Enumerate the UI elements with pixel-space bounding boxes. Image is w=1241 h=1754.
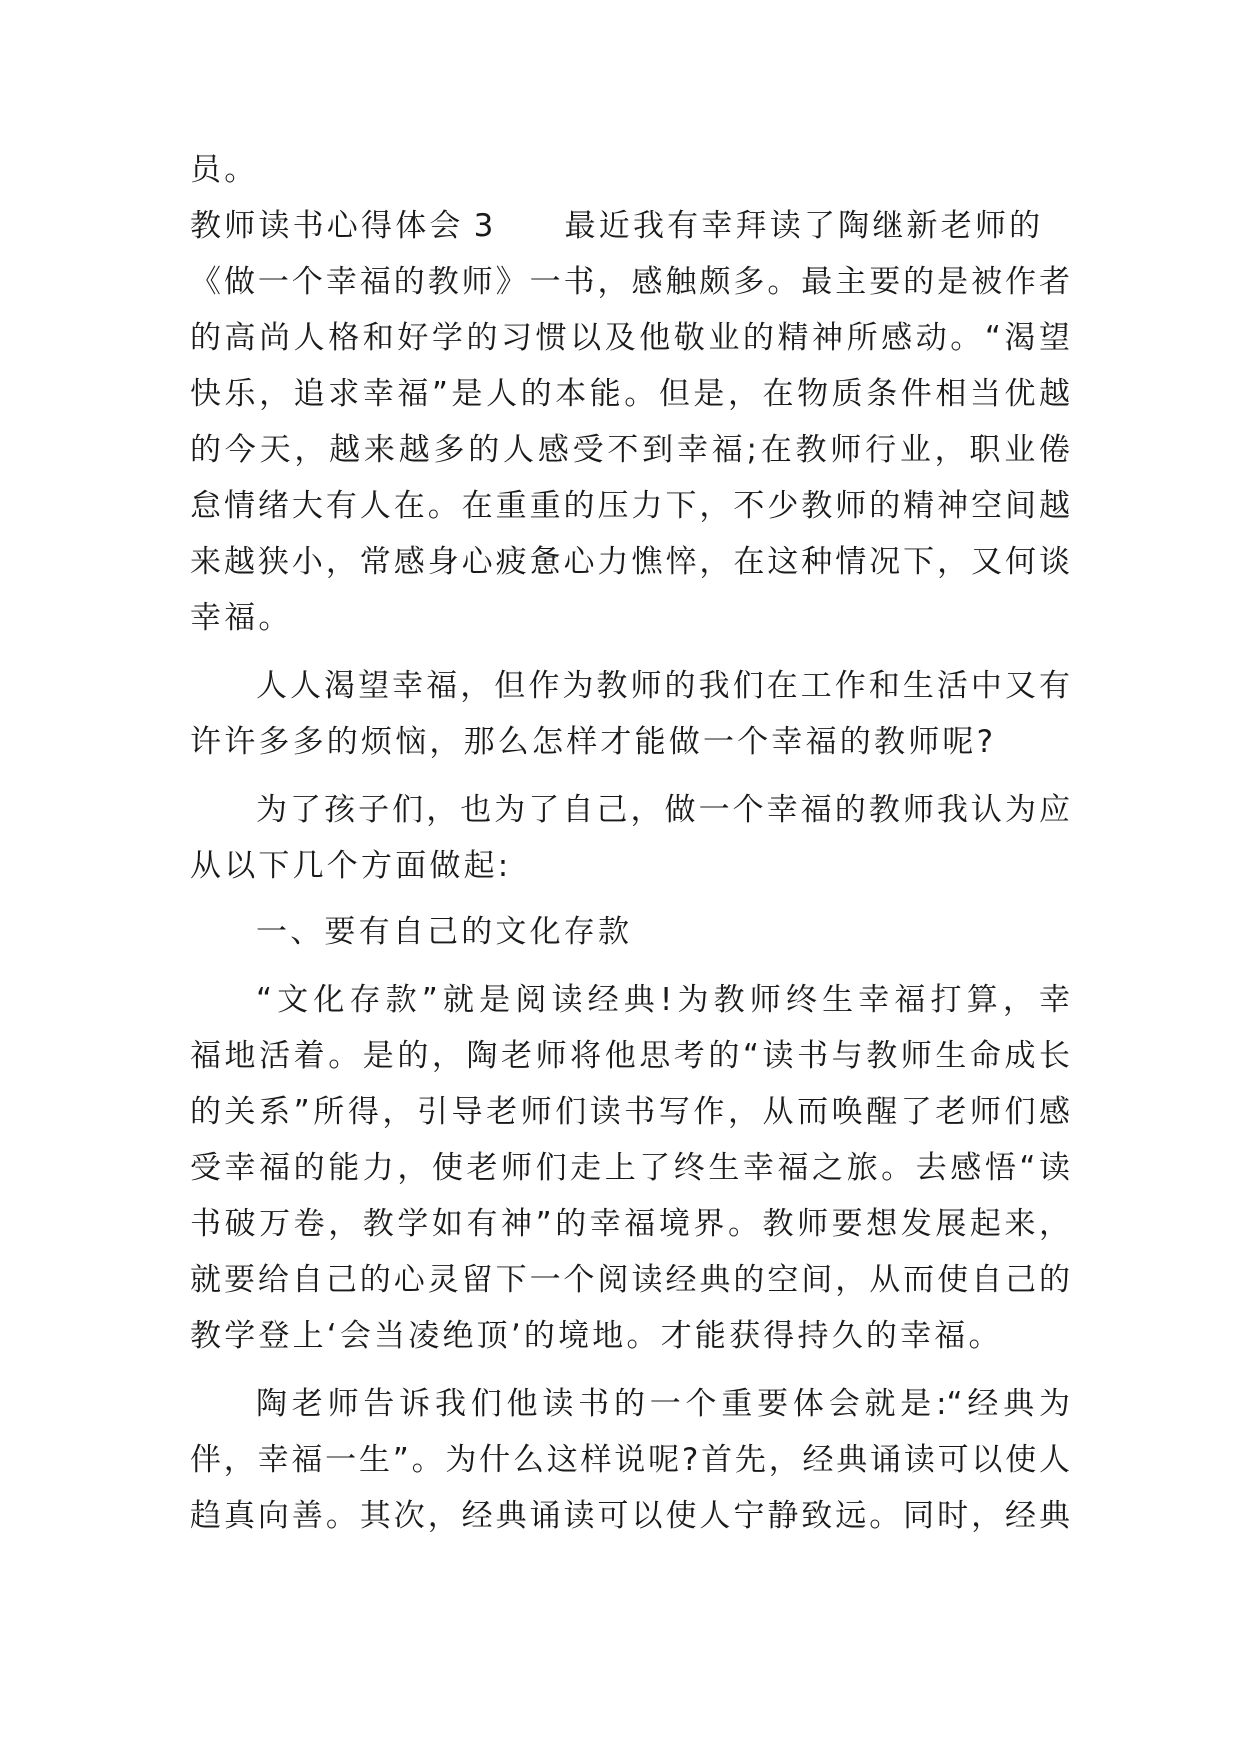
text-line: 教学登上‘会当凌绝顶’的境地。才能获得持久的幸福。 (190, 1318, 1003, 1354)
text-line: 受幸福的能力，使老师们走上了终生幸福之旅。去感悟“读 (190, 1150, 1070, 1186)
text-line: 《做一个幸福的教师》一书，感触颇多。最主要的是被作者 (190, 264, 1070, 300)
section-heading (190, 206, 1070, 246)
paragraph-start: 陶老师告诉我们他读书的一个重要体会就是:“经典为 (256, 1386, 1070, 1422)
paragraph-start: 人人渴望幸福，但作为教师的我们在工作和生活中又有 (256, 668, 1070, 704)
text-line: 来越狭小，常感身心疲惫心力憔悴，在这种情况下，又何谈 (190, 544, 1070, 580)
subheading: 一、要有自己的文化存款 (256, 914, 633, 950)
text-line: 的关系”所得，引导老师们读书写作，从而唤醒了老师们感 (190, 1094, 1070, 1130)
paragraph-start: “文化存款”就是阅读经典!为教师终生幸福打算，幸 (256, 982, 1070, 1018)
paragraph-start: 为了孩子们，也为了自己，做一个幸福的教师我认为应 (256, 792, 1070, 828)
heading-number: 3 (473, 208, 497, 244)
text-line: 许许多多的烦恼，那么怎样才能做一个幸福的教师呢? (190, 724, 997, 760)
text-line: 员。 (190, 152, 259, 188)
heading-title: 教师读书心得体会 (190, 208, 464, 244)
text-line: 的高尚人格和好学的习惯以及他敬业的精神所感动。“渴望 (190, 320, 1070, 356)
text-line: 趋真向善。其次，经典诵读可以使人宁静致远。同时，经典 (190, 1498, 1070, 1534)
text-line: 快乐，追求幸福”是人的本能。但是，在物质条件相当优越 (190, 376, 1070, 412)
text-line: 从以下几个方面做起: (190, 848, 512, 884)
text-line: 伴，幸福一生”。为什么这样说呢?首先，经典诵读可以使人 (190, 1442, 1070, 1478)
heading-continuation: 最近我有幸拜读了陶继新老师的 (564, 208, 1044, 244)
text-line: 怠情绪大有人在。在重重的压力下，不少教师的精神空间越 (190, 488, 1070, 524)
text-line: 的今天，越来越多的人感受不到幸福;在教师行业，职业倦 (190, 432, 1070, 468)
text-line: 福地活着。是的，陶老师将他思考的“读书与教师生命成长 (190, 1038, 1070, 1074)
text-line: 就要给自己的心灵留下一个阅读经典的空间，从而使自己的 (190, 1262, 1070, 1298)
text-line: 幸福。 (190, 600, 293, 636)
text-line: 书破万卷，教学如有神”的幸福境界。教师要想发展起来， (190, 1206, 1070, 1242)
